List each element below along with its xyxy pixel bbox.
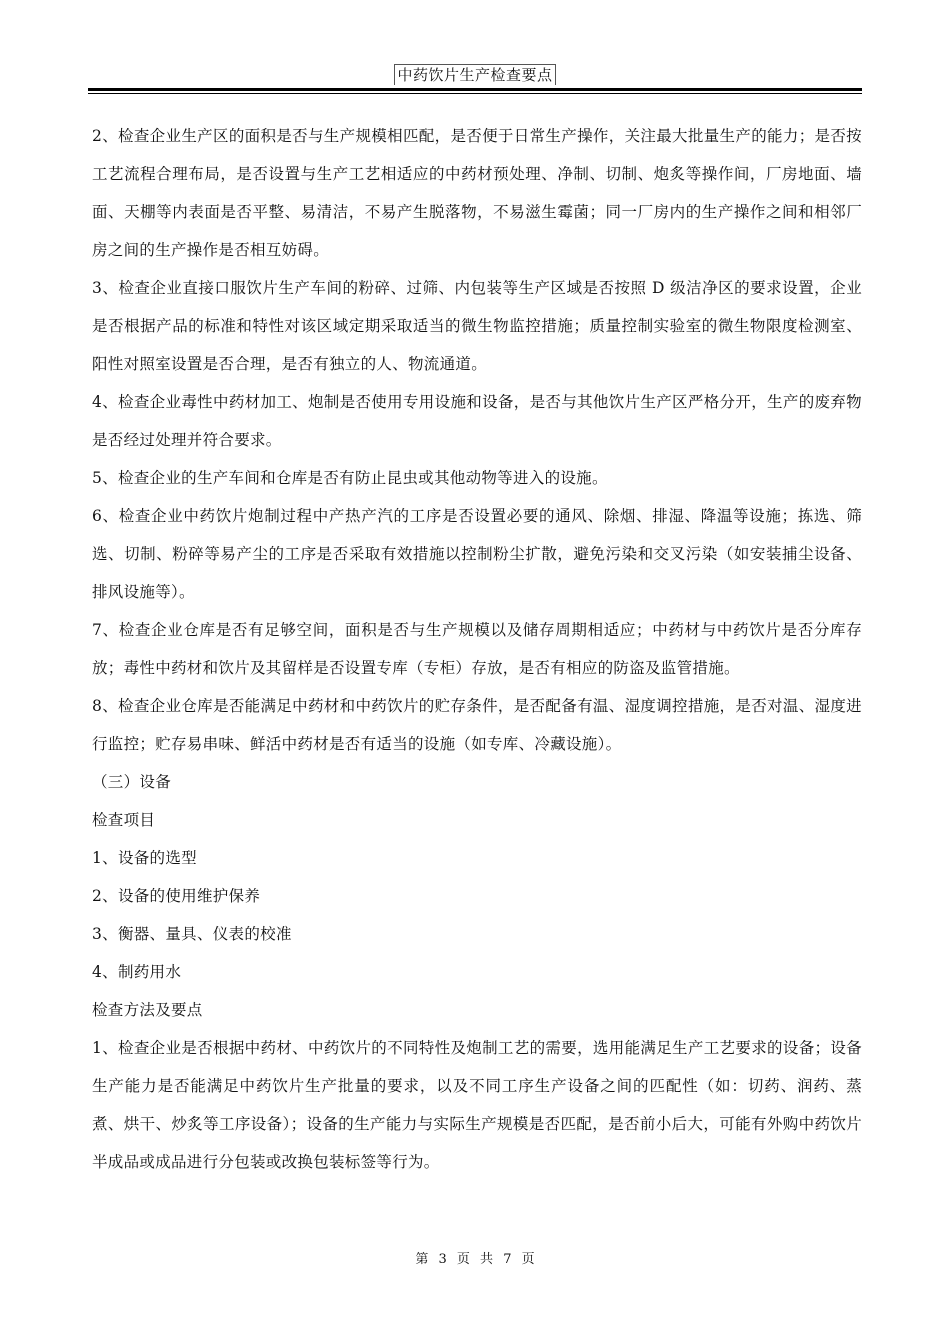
header-rule-thick [88,88,862,91]
page-footer [0,1248,950,1267]
paragraph-item-2-area: 2、检查企业生产区的面积是否与生产规模相匹配，是否便于日常生产操作，关注最大批量生产的能力；是否按工艺流程合理布局，是否设置与生产工艺相适应的中药材预处理、净制、切制、炮炙等操作间，厂房地面、墙面、天棚等内表面是否平整、易清洁，不易产生脱落物，不易滋生霉菌；同一厂房内的生产操作之间和相邻厂房之间的生产操作是否相互妨碍。 [92,127,862,259]
inspection-item-1: 1、设备的选型 [92,849,197,867]
inspection-item-2: 2、设备的使用维护保养 [92,887,261,905]
page-header [88,64,862,85]
page-number-label: 第 3 页 共 7 页 [415,1252,535,1267]
paragraph-item-6-ventilation: 6、检查企业中药饮片炮制过程中产热产汽的工序是否设置必要的通风、除烟、排湿、降温等设施；拣选、筛选、切制、粉碎等易产尘的工序是否采取有效措施以控制粉尘扩散，避免污染和交叉污染（如安装捕尘设备、排风设施等）。 [92,507,862,601]
subheading-inspection-items: 检查项目 [92,811,156,829]
paragraph-item-7-warehouse-space: 7、检查企业仓库是否有足够空间，面积是否与生产规模以及储存周期相适应；中药材与中药饮片是否分库存放；毒性中药材和饮片及其留样是否设置专库（专柜）存放，是否有相应的防盗及监管措施。 [92,621,862,677]
section-heading-equipment: （三）设备 [92,773,172,791]
paragraph-method-1-equipment-selection: 1、检查企业是否根据中药材、中药饮片的不同特性及炮制工艺的需要，选用能满足生产工艺要求的设备；设备生产能力是否能满足中药饮片生产批量的要求，以及不同工序生产设备之间的匹配性（如：切药、润药、蒸煮、烘干、炒炙等工序设备）；设备的生产能力与实际生产规模是否匹配，是否前小后大，可能有外购中药饮片半成品或成品进行分包装或改换包装标签等行为。 [92,1039,862,1171]
document-body [92,117,862,1181]
header-rule-thin [88,93,862,94]
paragraph-item-4-toxic-herbs: 4、检查企业毒性中药材加工、炮制是否使用专用设施和设备，是否与其他饮片生产区严格分开，生产的废弃物是否经过处理并符合要求。 [92,393,862,449]
inspection-item-4: 4、制药用水 [92,963,182,981]
header-title: 中药饮片生产检查要点 [394,64,555,85]
paragraph-item-3-clean-zone: 3、检查企业直接口服饮片生产车间的粉碎、过筛、内包装等生产区域是否按照 D 级洁净区的要求设置，企业是否根据产品的标准和特性对该区域定期采取适当的微生物监控措施；质量控制实验室的微生物限度检测室、阳性对照室设置是否合理，是否有独立的人、物流通道。 [92,279,862,373]
subheading-methods-and-points: 检查方法及要点 [92,1001,203,1019]
paragraph-item-8-storage-conditions: 8、检查企业仓库是否能满足中药材和中药饮片的贮存条件，是否配备有温、湿度调控措施，是否对温、湿度进行监控；贮存易串味、鲜活中药材是否有适当的设施（如专库、冷藏设施）。 [92,697,862,753]
paragraph-item-5-pest-control: 5、检查企业的生产车间和仓库是否有防止昆虫或其他动物等进入的设施。 [92,469,608,487]
inspection-item-3: 3、衡器、量具、仪表的校准 [92,925,292,943]
